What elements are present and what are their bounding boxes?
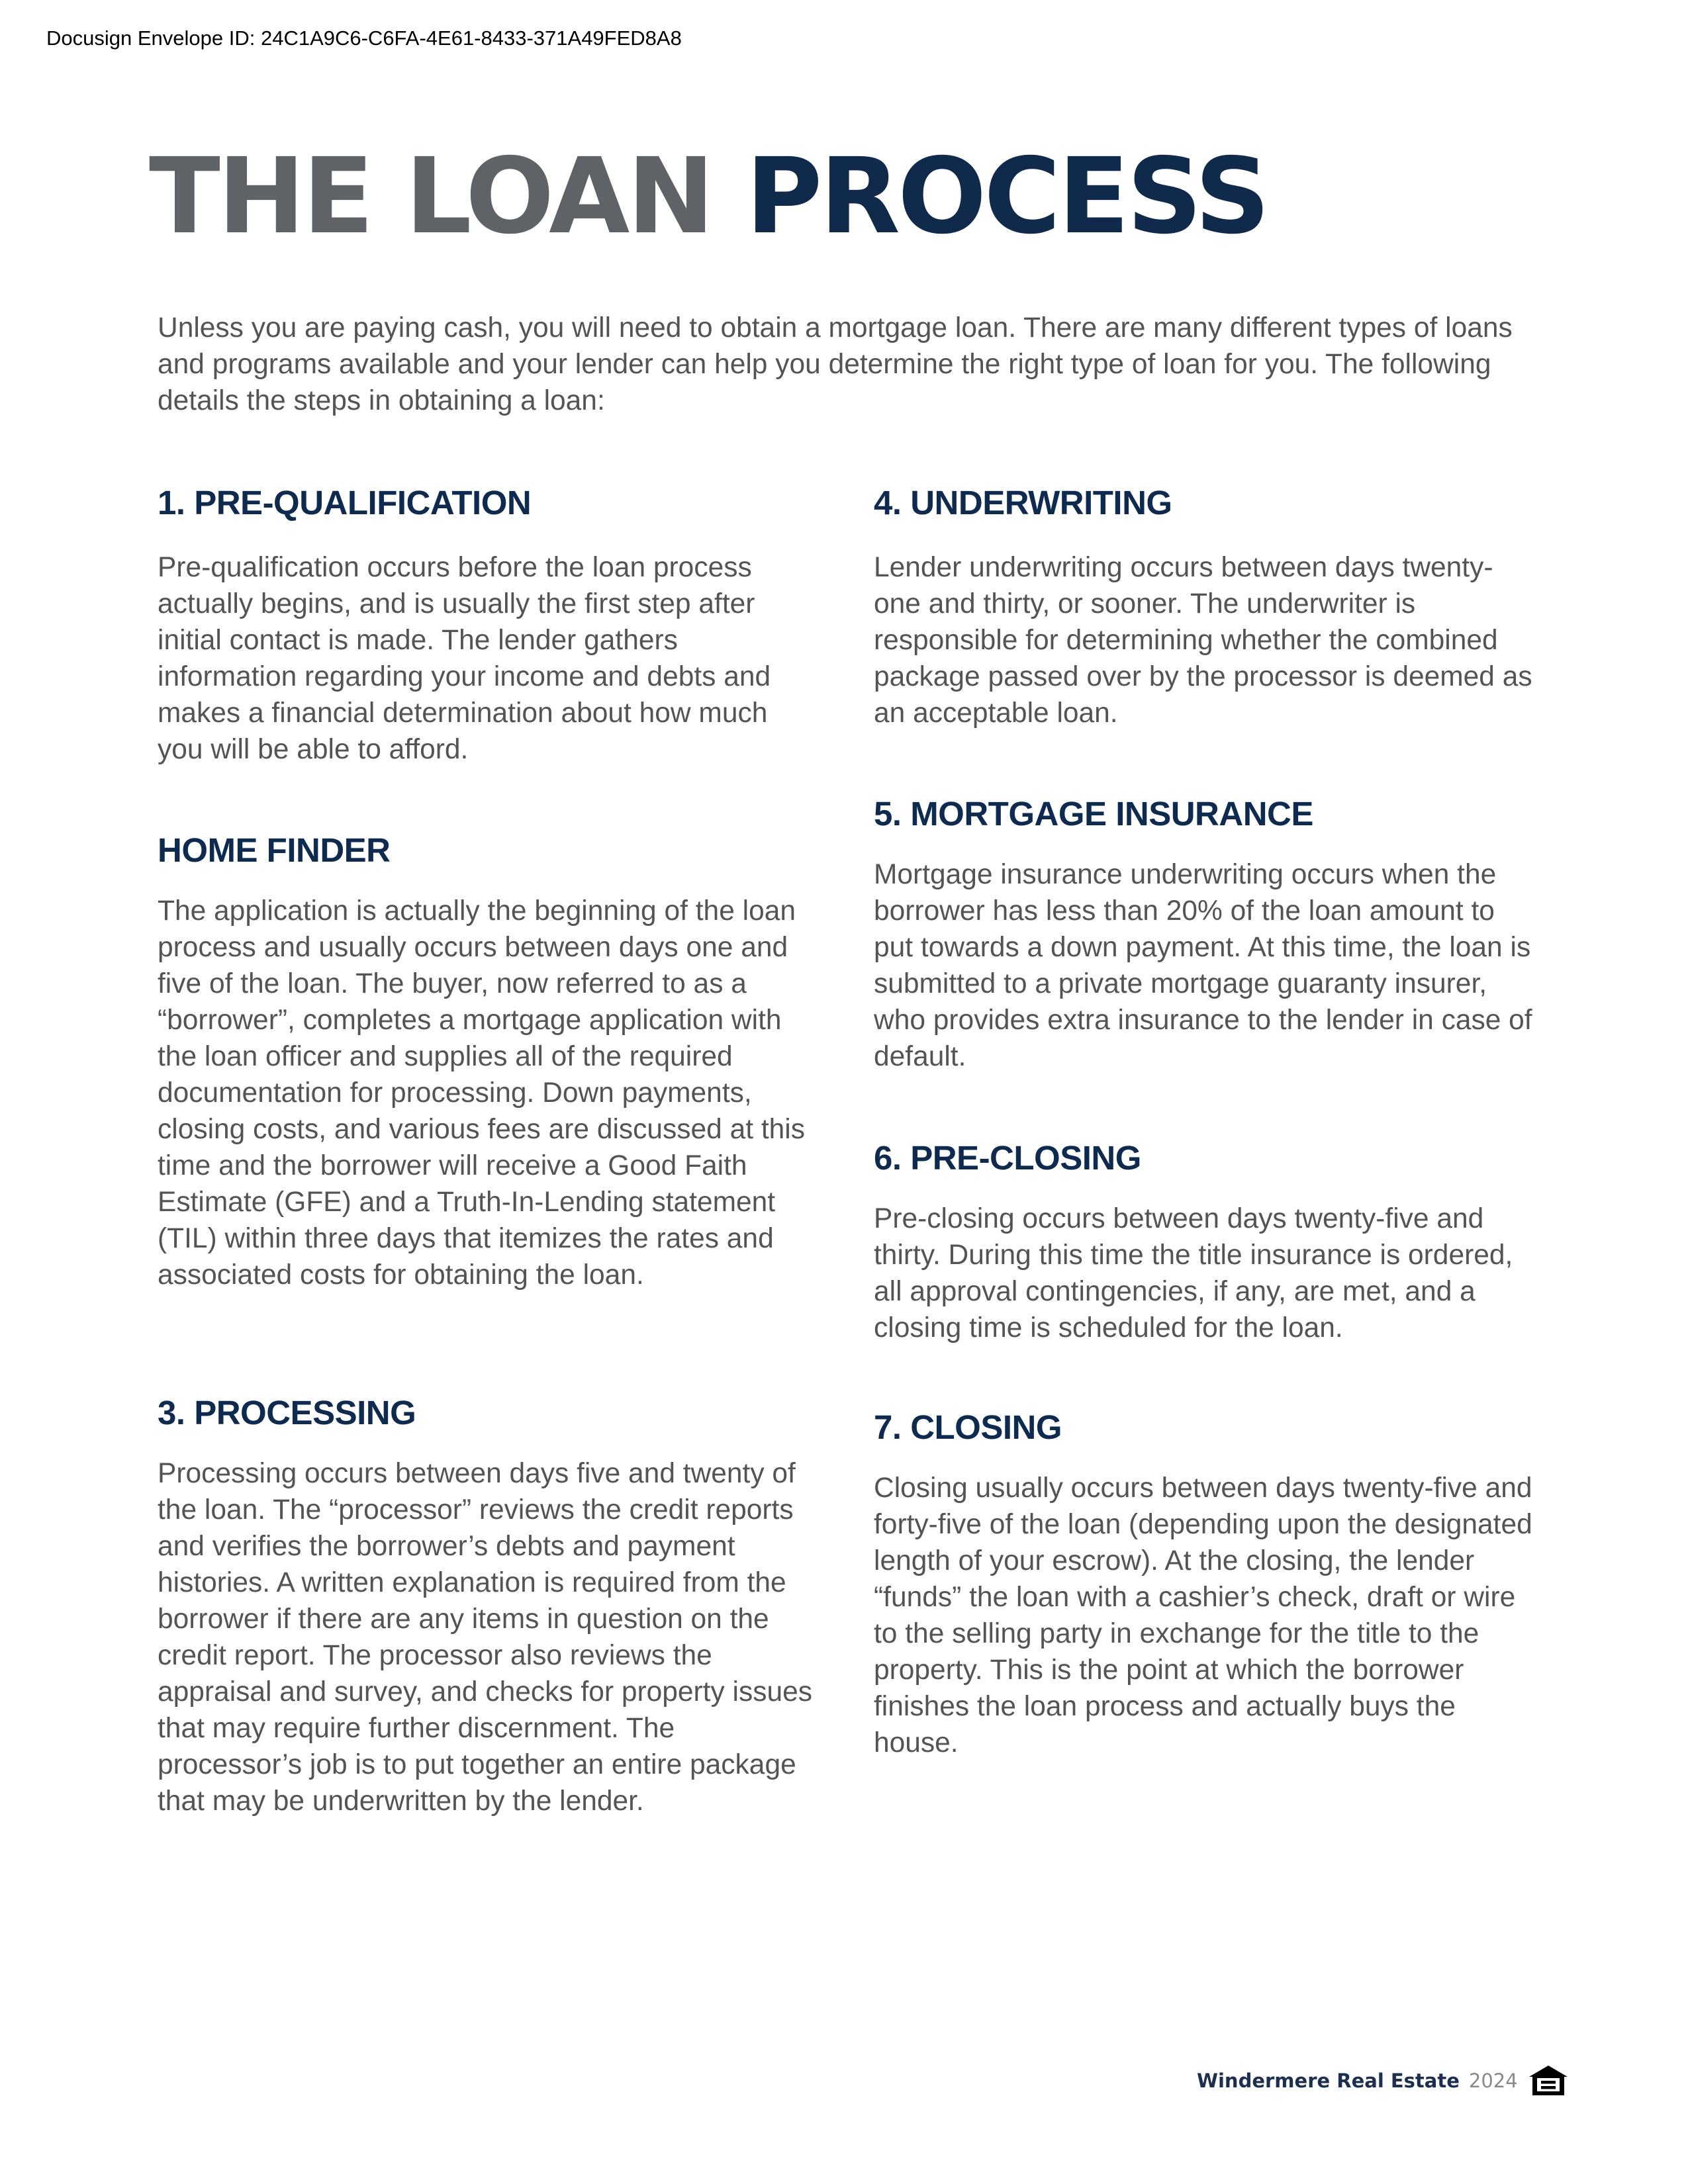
section-body: The application is actually the beginning of the loan process and usually occurs between days one and five of the loan. The buyer, now referred to as a “borrower”, completes a mortgage application with the loan officer and supplies all of the required documentation for processing. Down payments, closing costs, and various fees are discussed at this time and the borrower will receive a Good Faith Estimate (GFE) and a Truth-In-Lending statement (TIL) within three days that itemizes the rates and associated costs for obtaining the loan. xyxy=(158,895,805,1291)
equal-housing-opportunity-icon xyxy=(1527,2064,1570,2098)
section-underwriting xyxy=(874,483,1536,731)
intro-paragraph: Unless you are paying cash, you will need to obtain a mortgage loan. There are many different types of loans and programs available and your lender can help you determine the right type of loan for you. The following details the steps in obtaining a loan: xyxy=(158,312,1513,416)
section-heading: HOME FINDER xyxy=(158,831,391,869)
footer xyxy=(1197,2064,1570,2098)
section-mortgage-insurance xyxy=(874,794,1536,1075)
section-body: Processing occurs between days five and twenty of the loan. The “processor” reviews the credit reports and verifies the borrower’s debts and payment histories. A written explanation is required from the borrower if there are any items in question on the credit report. The processor also reviews the appraisal and survey, and checks for property issues that may require further discernment. The processor’s job is to put together an entire package that may be underwritten by the lender. xyxy=(158,1458,813,1817)
section-heading: 1. PRE-QUALIFICATION xyxy=(158,484,532,522)
section-heading: 4. UNDERWRITING xyxy=(874,484,1172,522)
section-heading: 7. CLOSING xyxy=(874,1408,1062,1446)
page-title-part-2: PROCESS xyxy=(745,136,1268,257)
footer-year: 2024 xyxy=(1468,2070,1518,2092)
section-heading: 5. MORTGAGE INSURANCE xyxy=(874,795,1313,833)
section-closing xyxy=(874,1408,1536,1761)
section-heading: 6. PRE-CLOSING xyxy=(874,1139,1141,1177)
section-body: Mortgage insurance underwriting occurs when the borrower has less than 20% of the loan amount to put towards a down payment. At this time, the loan is submitted to a private mortgage guaranty insurer, who provides extra insurance to the lender in case of default. xyxy=(874,859,1532,1072)
page-title xyxy=(149,136,1268,257)
section-processing xyxy=(158,1393,820,1819)
section-home-finder xyxy=(158,831,820,1293)
section-body: Lender underwriting occurs between days twenty-one and thirty, or sooner. The underwriter is responsible for determining whether the combined package passed over by the processor is deemed as an acceptable loan. xyxy=(874,552,1532,729)
section-body: Pre-closing occurs between days twenty-five and thirty. During this time the title insurance is ordered, all approval contingencies, if any, are met, and a closing time is scheduled for the loan. xyxy=(874,1203,1513,1343)
section-body: Pre-qualification occurs before the loan process actually begins, and is usually the first step after initial contact is made. The lender gathers information regarding your income and debts and makes a financial determination about how much you will be able to afford. xyxy=(158,552,771,765)
footer-brand: Windermere Real Estate xyxy=(1197,2070,1460,2092)
page-title-part-1: THE LOAN xyxy=(149,136,746,257)
section-body: Closing usually occurs between days twenty-five and forty-five of the loan (depending upon the designated length of your escrow). At the closing, the lender “funds” the loan with a cashier’s check, draft or wire to the selling party in exchange for the title to the property. This is the point at which the borrower finishes the loan process and actually buys the house. xyxy=(874,1473,1532,1758)
section-pre-qualification xyxy=(158,483,820,768)
section-pre-closing xyxy=(874,1138,1536,1346)
envelope-id: Docusign Envelope ID: 24C1A9C6-C6FA-4E61-8433-371A49FED8A8 xyxy=(46,26,682,50)
section-heading: 3. PROCESSING xyxy=(158,1394,416,1432)
